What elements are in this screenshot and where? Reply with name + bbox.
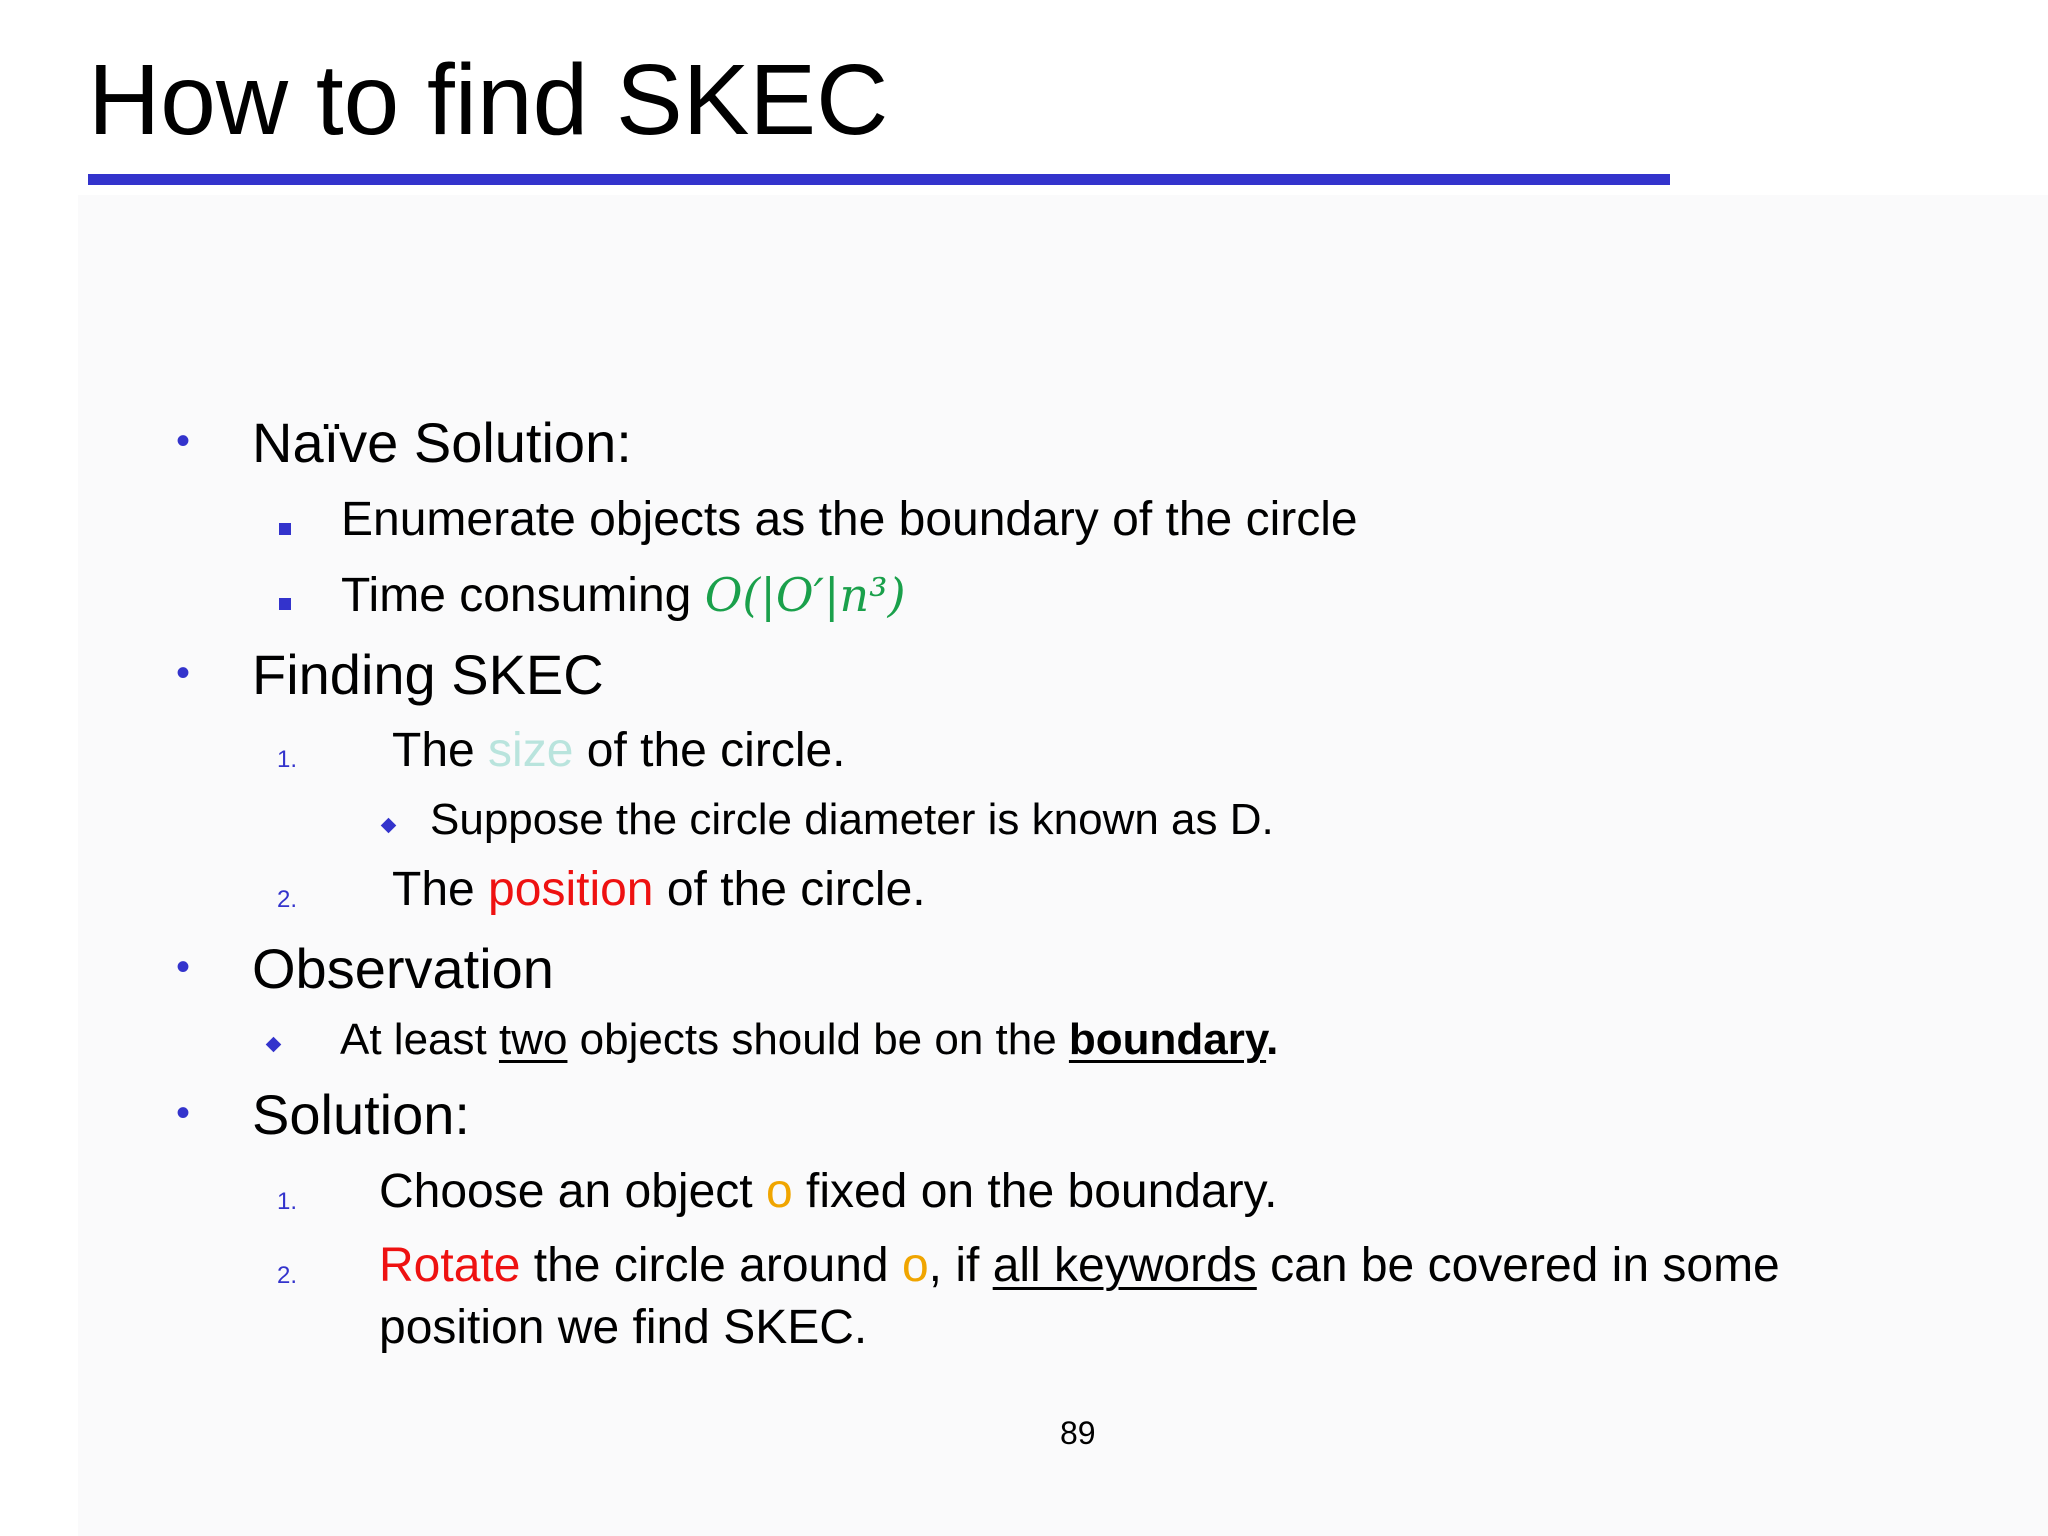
finding-step-position: The position of the circle. xyxy=(392,863,926,916)
solution-step-rotate: Rotate the circle around o, if all keywords can be covered in some xyxy=(379,1239,1780,1292)
rotate-highlight: Rotate xyxy=(379,1239,521,1292)
finding-heading: Finding SKEC xyxy=(252,643,604,706)
step-number: 1. xyxy=(277,1188,298,1215)
step-number: 2. xyxy=(277,1262,298,1289)
title-underline xyxy=(88,174,1670,185)
position-highlight: position xyxy=(488,863,654,916)
bullet-dot-icon: • xyxy=(176,419,191,463)
all-keywords-emphasis: all keywords xyxy=(992,1239,1257,1292)
naive-heading: Naïve Solution: xyxy=(252,411,632,474)
boundary-emphasis: boundary xyxy=(1068,1015,1267,1064)
observation-heading: Observation xyxy=(252,937,554,1000)
size-highlight: size xyxy=(488,724,574,777)
square-bullet-icon xyxy=(279,598,291,610)
solution-step-choose: Choose an object o fixed on the boundary. xyxy=(379,1165,1278,1218)
square-bullet-icon xyxy=(279,523,291,535)
content-area xyxy=(78,195,2048,1536)
page-number: 89 xyxy=(1060,1415,1096,1451)
step-number: 2. xyxy=(277,886,298,913)
naive-item-time xyxy=(341,566,906,625)
bullet-dot-icon: • xyxy=(176,945,191,989)
object-o: o xyxy=(901,1239,929,1292)
naive-item-enumerate: Enumerate objects as the boundary of the circle xyxy=(341,493,1358,546)
slide-title: How to find SKEC xyxy=(88,44,889,156)
bullet-dot-icon: • xyxy=(176,651,191,695)
time-label: Time consuming xyxy=(341,569,705,622)
observation-item: At least two objects should be on the boundary. xyxy=(340,1015,1279,1064)
step-number: 1. xyxy=(277,746,298,773)
finding-step-size: The size of the circle. xyxy=(392,724,846,777)
solution-step-rotate-continued: position we find SKEC. xyxy=(379,1301,868,1354)
object-o: o xyxy=(765,1165,793,1218)
complexity-formula: O(|O′|n³) xyxy=(704,568,906,622)
two-emphasis: two xyxy=(498,1015,568,1064)
bullet-dot-icon: • xyxy=(176,1091,191,1135)
solution-heading: Solution: xyxy=(252,1083,470,1146)
finding-step-size-note: Suppose the circle diameter is known as D. xyxy=(430,795,1274,844)
